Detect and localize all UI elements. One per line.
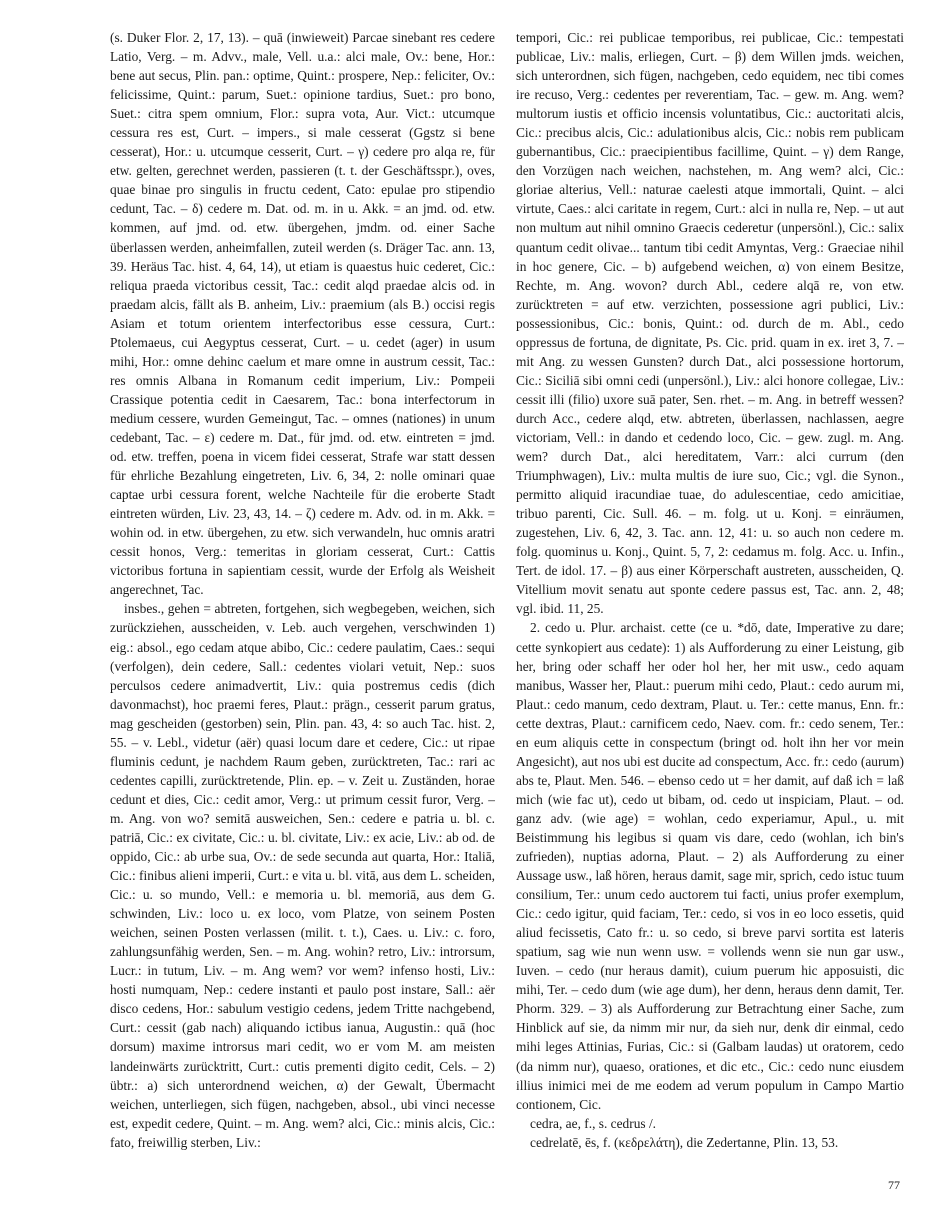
entry-cedrelate: cedrelatē, ēs, f. (κεδρελάτη), die Zedertanne, Plin. 13, 53. [530, 1134, 839, 1150]
right-column [516, 28, 904, 1152]
entry-cedra: cedra, ae, f., s. cedrus /. [530, 1115, 657, 1131]
left-paragraph-2: insbes., gehen = abtreten, fortgehen, sich wegbegeben, weichen, sich zurückziehen, ausscheiden, v. Leb. auch vergehen, verschwinden 1) eig.: absol., ego cedam atque abibo, Cic.: cedere paulatim, Caes.: sequi (verfolgen), dein cedere, Sall.: cedentes violari vetuit, Nep.: suos perculsos cedere animadvertit, Liv.: quia postremus cedis (dich davonmachst), hoc praemi feres, Plaut.: prägn., cesserit parum gratus, mag gescheiden (gestorben) sein, Plin. pan. 43, 4: so auch Tac. hist. 2, 55. – v. Lebl., videtur (aër) quasi locum dare et cedere, Cic.: ut ripae fluminis cedunt, je nachdem Raum geben, zurücktreten, Tac.: rari ac cedentes capilli, zurücktretende, Plin. ep. – v. Zeit u. Zuständen, horae cedunt et dies, Cic.: cedit amor, Verg.: ut primum cessit furor, Verg. – m. Ang. von wo? semitā ausweichen, Sen.: cedere e patria u. bl. c. patriā, Cic.: ex civitate, Cic.: u. bl. civitate, Liv.: ex acie, Liv.: ab od. de oppido, Cic.: ab urbe sua, Ov.: de sede secunda aut quarta, Hor.: Italiā, Cic.: finibus alieni imperii, Curt.: e vita u. bl. vitā, aus dem L. scheiden, Cic.: u. so mundo, Vell.: e memoria u. bl. memoriā, aus dem G. schwinden, Liv.: loco u. ex loco, vom Platze, von seinem Posten weichen, seinen Posten verlassen (milit. t. t.), Caes. u. Liv.: c. foro, zahlungsunfähig werden, Sen. – m. Ang. wohin? retro, Liv.: introrsum, Lucr.: in tutum, Liv. – m. Ang wem? vor wem? infenso hosti, Liv.: hosti numquam, Nep.: cedere instanti et paulo post instare, Sall.: aër disco cedens, Hor.: sabulum vestigio cedens, jedem Tritte nachgebend, Curt.: cessit (gab nach) aliquando ictibus ianua, Augustin.: quā (hoc dorsum) maxime introrsus mari cedit, wo er vom M. am meisten landeinwärts zurücktritt, Curt.: cutis prementi digito cedit, Cels. – 2) übtr.: a) sich unterordnend weichen, α) der Gewalt, Übermacht weichen, unterliegen, sich fügen, nachgeben, absol., ubi vinci necesse est, expedit cedere, Quint. – m. Ang. wem? alci, Cic.: minis alcis, Cic.: fato, freiwillig sterben, Liv.: [110, 601, 495, 1150]
left-paragraph-1: (s. Duker Flor. 2, 17, 13). – quā (inwieweit) Parcae sinebant res cedere Latio, Verg. – m. Advv., male, Vell. u.a.: alci male, Ov.: bene, Hor.: bene aut secus, Plin. pan.: optime, Quint.: prospere, Nep.: feliciter, Ov.: felicissime, Quint.: parum, Suet.: opinione tardius, Suet.: pro bono, Suet.: citra spem omnium, Flor.: supra vota, Aur. Vict.: utcumque cessura res est, Curt. – impers., si male cesserat (Ggstz si bene cesserat), Hor.: u. utcumque cesserit, Curt. – γ) cedere pro alqa re, für etw. gelten, gerechnet werden, passieren (t. t. der Geschäftsspr.), oves, quae binae pro singulis in fructu cedent, Cato: epulae pro stipendio cedunt, Tac. – δ) cedere m. Dat. od. m. in u. Akk. = an jmd. od. etw. kommen, auf jmd. od. etw. übergehen, jmdm. od. einer Sache überlassen werden, anheimfallen, zuteil werden (s. Dräger Tac. ann. 13, 39. Heräus Tac. hist. 4, 64, 14), ut etiam is quaestus huic cederet, Cic.: reliqua praeda victoribus cessit, Tac.: cedit alqd praedae alcis od. in praedam alcis, fällt als B. anheim, Liv.: praemium (als B.) occisi regis Asiam et totum orientem interfectoribus esse cessura, Curt.: Ptolemaeus, cui Aegyptus cesserat, Curt. – u. cedet (ager) in usum mihi, Hor.: omne dehinc caelum et mare omne in austrum cessit, Tac.: res omnis Albana in Romanum cedit imperium, Liv.: Pompeii Crassique potentia cedit in Caesarem, Tac.: bona interfectorum in medium cessere, wurden Gemeingut, Tac. – omnes (nationes) in unum cedebant, Tac. – ε) cedere m. Dat., für jmd. od. etw. eintreten = jmd. od. etw. treffen, poena in vicem fidei cesserat, Strafe war statt dessen für ehrliche Bezahlung eingetreten, Liv. 6, 34, 2: nolle ominari quae captae urbi cessura forent, welche Nachteile für die eroberte Stadt eintreten würden, Liv. 23, 43, 14. – ζ) cedere m. Adv. od. in m. Akk. = wohin od. in etw. übergehen, zu etw. sich verwandeln, huc omnis aratri cessit honos, Verg.: temeritas in gloriam cesserat, Curt.: Cattis victoribus fortuna in sapientiam cessit, wurde der Erfolg als Weisheit angerechnet, Tac. [110, 30, 495, 598]
entry-cedo: 2. cedo u. Plur. archaist. cette (ce u. *dō, date, Imperative zu dare; cette synkopiert aus cedate): 1) als Aufforderung zu einer Leistung, gib her, bring oder schaff her oder hol her, her mit usw., cedo aquam manibus, Wasser her, Plaut.: puerum mihi cedo, Plaut.: cedo aurum mi, Plaut.: cedo manum, cedo dextram, Plaut. u. Ter.: cette manus, Enn. fr.: cette dextras, Plaut.: carnificem cedo, Naev. com. fr.: cedo senem, Ter.: en eum aliquis cette in conspectum (bringt od. holt ihn her vor mein Angesicht), aut nos ubi est ducite ad conspectum, Acc. fr.: cedo (aurum) abs te, Plaut. Men. 546. – ebenso cedo ut = her damit, auf daß ich = laß mich (wie fac ut), cedo ut bibam, od. cedo ut inspiciam, Plaut. – od. ganz adv. (wie age) = wohlan, cedo experiamur, Apul., u. mit Beistimmung his legibus si quam vis dare, cedo (wohlan, ich bin's zufrieden), nuptias adorna, Plaut. – 2) als Aufforderung zu einer Aussage usw., laß hören, heraus damit, sage mir, sprich, cedo istuc tuum consilium, Ter.: unum cedo auctorem tui facti, unius profer exemplum, Cic.: cedo igitur, quid faciam, Ter.: cedo, si vos in eo loco essetis, quid aliud fecissetis, Cato fr.: u. so cedo, si breve parvi sortita est lateris spatium, sag wie nun wenn usw. = vollends wenn sie nun gar usw., Iuven. – cedo (nur heraus damit), cuium puerum hic apposuisti, dic mihi, Ter. – cedo dum (wie age dum), her denn, heraus denn damit, Ter. Phorm. 329. – 3) als Aufforderung zur Betrachtung einer Sache, zum Hinblick auf sie, da nimm mir nur, da sieh nur, denk dir einmal, cedo mihi leges Attinias, Furias, Cic.: si (Galbam laudas) ut oratorem, cedo (da nimm nur), quaeso, orationes, et dic etc., Cic.: cedo nunc eiusdem illius inimici mei de me eodem ad verum populum in Campo Martio contionem, Cic. [516, 620, 904, 1112]
right-paragraph-1: tempori, Cic.: rei publicae temporibus, rei publicae, Cic.: tempestati publicae, Liv.: malis, erliegen, Curt. – β) dem Willen jmds. weichen, sich unterordnen, sich fügen, nachgeben, cedo equidem, nec tibi comes ire recuso, Verg.: cedentes per reverentiam, Tac. – gew. m. Ang. wem? multorum iustis et officio incensis voluntatibus, Cic.: auctoritati alcis, Cic.: precibus alcis, Cic.: adulationibus alcis, Cic.: nobis rem publicam gubernantibus, Cic.: praecipientibus facillime, Quint. – γ) dem Range, den Vorzügen nach weichen, nachstehen, m. Ang wem? alci, Cic.: gloriae alterius, Vell.: naturae caelesti atque immortali, Quint. – alci virtute, Caes.: alci caritate in regem, Curt.: alci in nulla re, Nep. – ut aut non multum aut nihil omnino Graecis cederetur (unpersönl.), Cic.: salix quantum cedit olivae... tantum tibi cedit Amyntas, Verg.: Graeciae nihil in hoc genere, Cic. – b) aufgebend weichen, α) von einem Besitze, Rechte, m. Ang. wovon? durch Abl., cedere alqā re, von etw. zurücktreten = auf etw. verzichten, possessione agri publici, Liv.: possessionibus, Cic.: bonis, Quint.: od. durch de m. Abl., cedo oppressus de fortuna, de dignitate, Ps. Cic. prid. quam in ex. iret 3, 7. – mit Ang. zu wessen Gunsten? durch Dat., alci possessione hortorum, Cic.: Siciliā sibi omni cedi (unpersönl.), Liv.: alci honore collegae, Liv.: cessit illi (filio) uxore suā pater, Sen. rhet. – m. Ang. in betreff wessen? durch Acc., cedere alqd, etw. abtreten, überlassen, nachlassen, aegre victoriam, Vell.: in dando et cedendo loco, Cic. – gew. zugl. m. Ang. wem? durch Dat., alci hereditatem, Varr.: alci currum (den Triumphwagen), Liv.: multa multis de iure suo, Cic.; vgl. die Synon., permitto aliquid iracundiae tuae, do adulescentiae, cedo amicitiae, tribuo parenti, Cic. Sull. 46. – m. folg. ut u. Konj. = einräumen, zugestehen, Liv. 6, 42, 3. Tac. ann. 12, 41: u. so auch non cedere m. folg. quominus u. Konj., Quint. 5, 7, 2: cedamus m. folg. Acc. u. Infin., Tert. de idol. 17. – β) aus einer Körperschaft austreten, ausscheiden, Q. Vitellium movit senatu aut sponte cedere passus est, Tac. ann. 2, 48; vgl. ibid. 11, 25. [516, 30, 904, 617]
left-column [110, 28, 495, 1152]
page-number: 77 [888, 1178, 900, 1192]
